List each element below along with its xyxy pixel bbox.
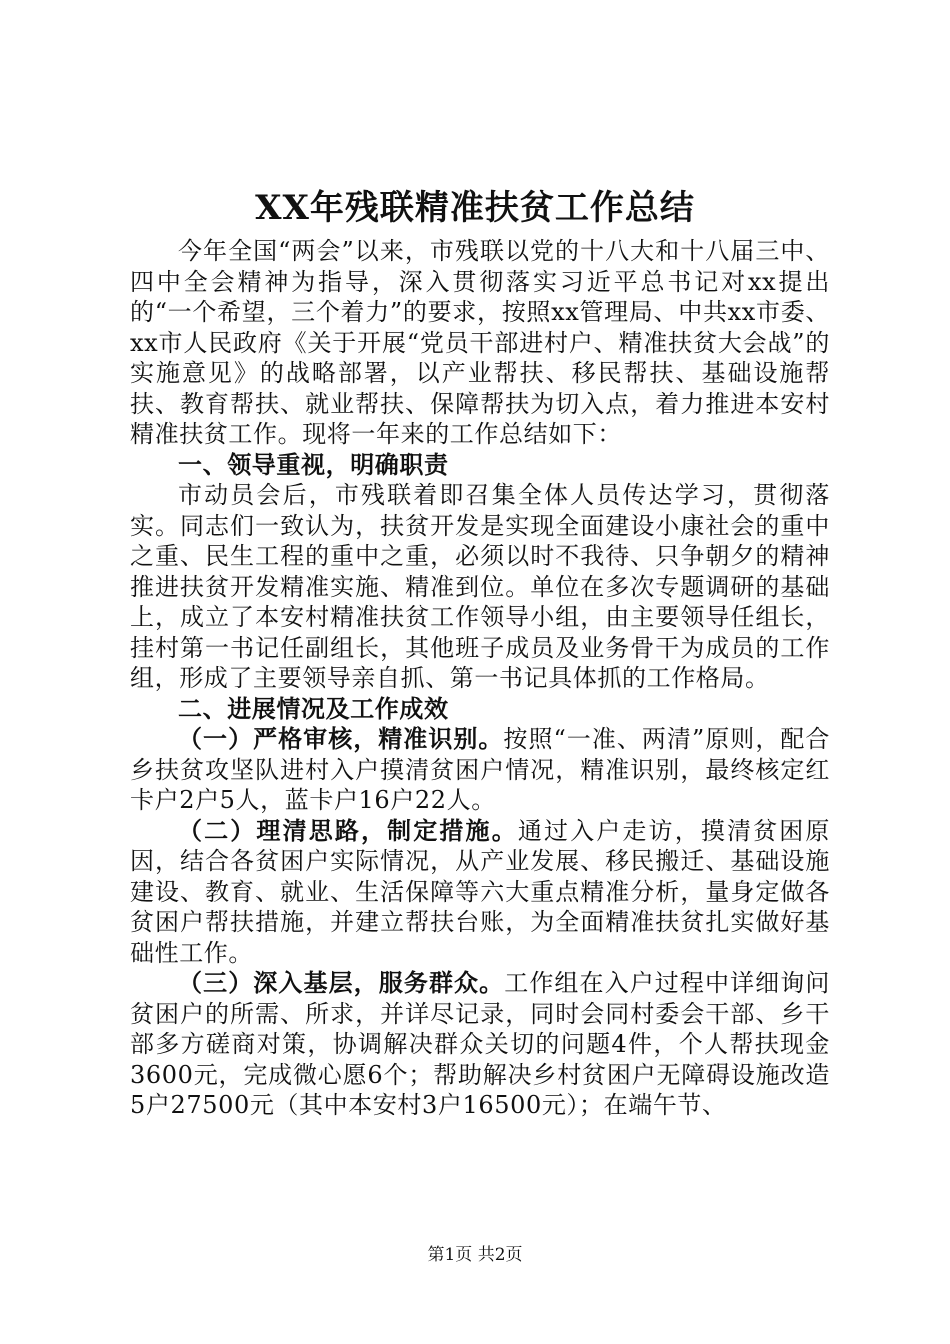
section-heading-2: 二、进展情况及工作成效 bbox=[178, 694, 449, 723]
document-body bbox=[130, 236, 830, 1121]
intro-paragraph: 今年全国“两会”以来，市残联以党的十八大和十八届三中、四中全会精神为指导，深入贯彻落实习近平总书记对xx提出的“一个希望，三个着力”的要求，按照xx管理局、中共xx市委、xx市人民政府《关于开展“党员干部进村户、精准扶贫大会战”的实施意见》的战略部署，以产业帮扶、移民帮扶、基础设施帮扶、教育帮扶、就业帮扶、保障帮扶为切入点，着力推进本安村精准扶贫工作。现将一年来的工作总结如下： bbox=[130, 237, 830, 448]
subsection-2-paragraph bbox=[130, 816, 830, 969]
subsection-1-paragraph bbox=[130, 724, 830, 816]
subsection-1-lead: （一）严格审核，精准识别。 bbox=[178, 725, 504, 753]
subsection-2-lead: （二）理清思路，制定措施。 bbox=[178, 816, 518, 845]
subsection-1-text: 按照“一准、两清”原则，配合乡扶贫攻坚队进村入户摸清贫困户情况，精准识别，最终核定红卡户2户5人，蓝卡户16户22人。 bbox=[130, 725, 830, 814]
subsection-3-paragraph bbox=[130, 968, 830, 1121]
subsection-2-text: 通过入户走访，摸清贫困原因，结合各贫困户实际情况，从产业发展、移民搬迁、基础设施建设、教育、就业、生活保障等六大重点精准分析，量身定做各贫困户帮扶措施，并建立帮扶台账，为全面精准扶贫扎实做好基础性工作。 bbox=[130, 816, 830, 967]
document-title: XX年残联精准扶贫工作总结 bbox=[255, 188, 695, 228]
subsection-3-text: 工作组在入户过程中详细询问贫困户的所需、所求，并详尽记录，同时会同村委会干部、乡干部多方磋商对策，协调解决群众关切的问题4件，个人帮扶现金3600元，完成微心愿6个；帮助解决乡村贫困户无障碍设施改造5户27500元（其中本安村3户16500元）；在端午节、 bbox=[130, 969, 830, 1119]
subsection-3-lead: （三）深入基层，服务群众。 bbox=[178, 969, 505, 997]
section-1-paragraph: 市动员会后，市残联着即召集全体人员传达学习，贯彻落实。同志们一致认为，扶贫开发是实现全面建设小康社会的重中之重、民生工程的重中之重，必须以时不我待、只争朝夕的精神推进扶贫开发精准实施、精准到位。单位在多次专题调研的基础上，成立了本安村精准扶贫工作领导小组，由主要领导任组长，挂村第一书记任副组长，其他班子成员及业务骨干为成员的工作组，形成了主要领导亲自抓、第一书记具体抓的工作格局。 bbox=[130, 481, 830, 692]
page-footer: 第1页 共2页 bbox=[427, 1245, 523, 1265]
section-heading-1: 一、领导重视，明确职责 bbox=[178, 450, 449, 479]
